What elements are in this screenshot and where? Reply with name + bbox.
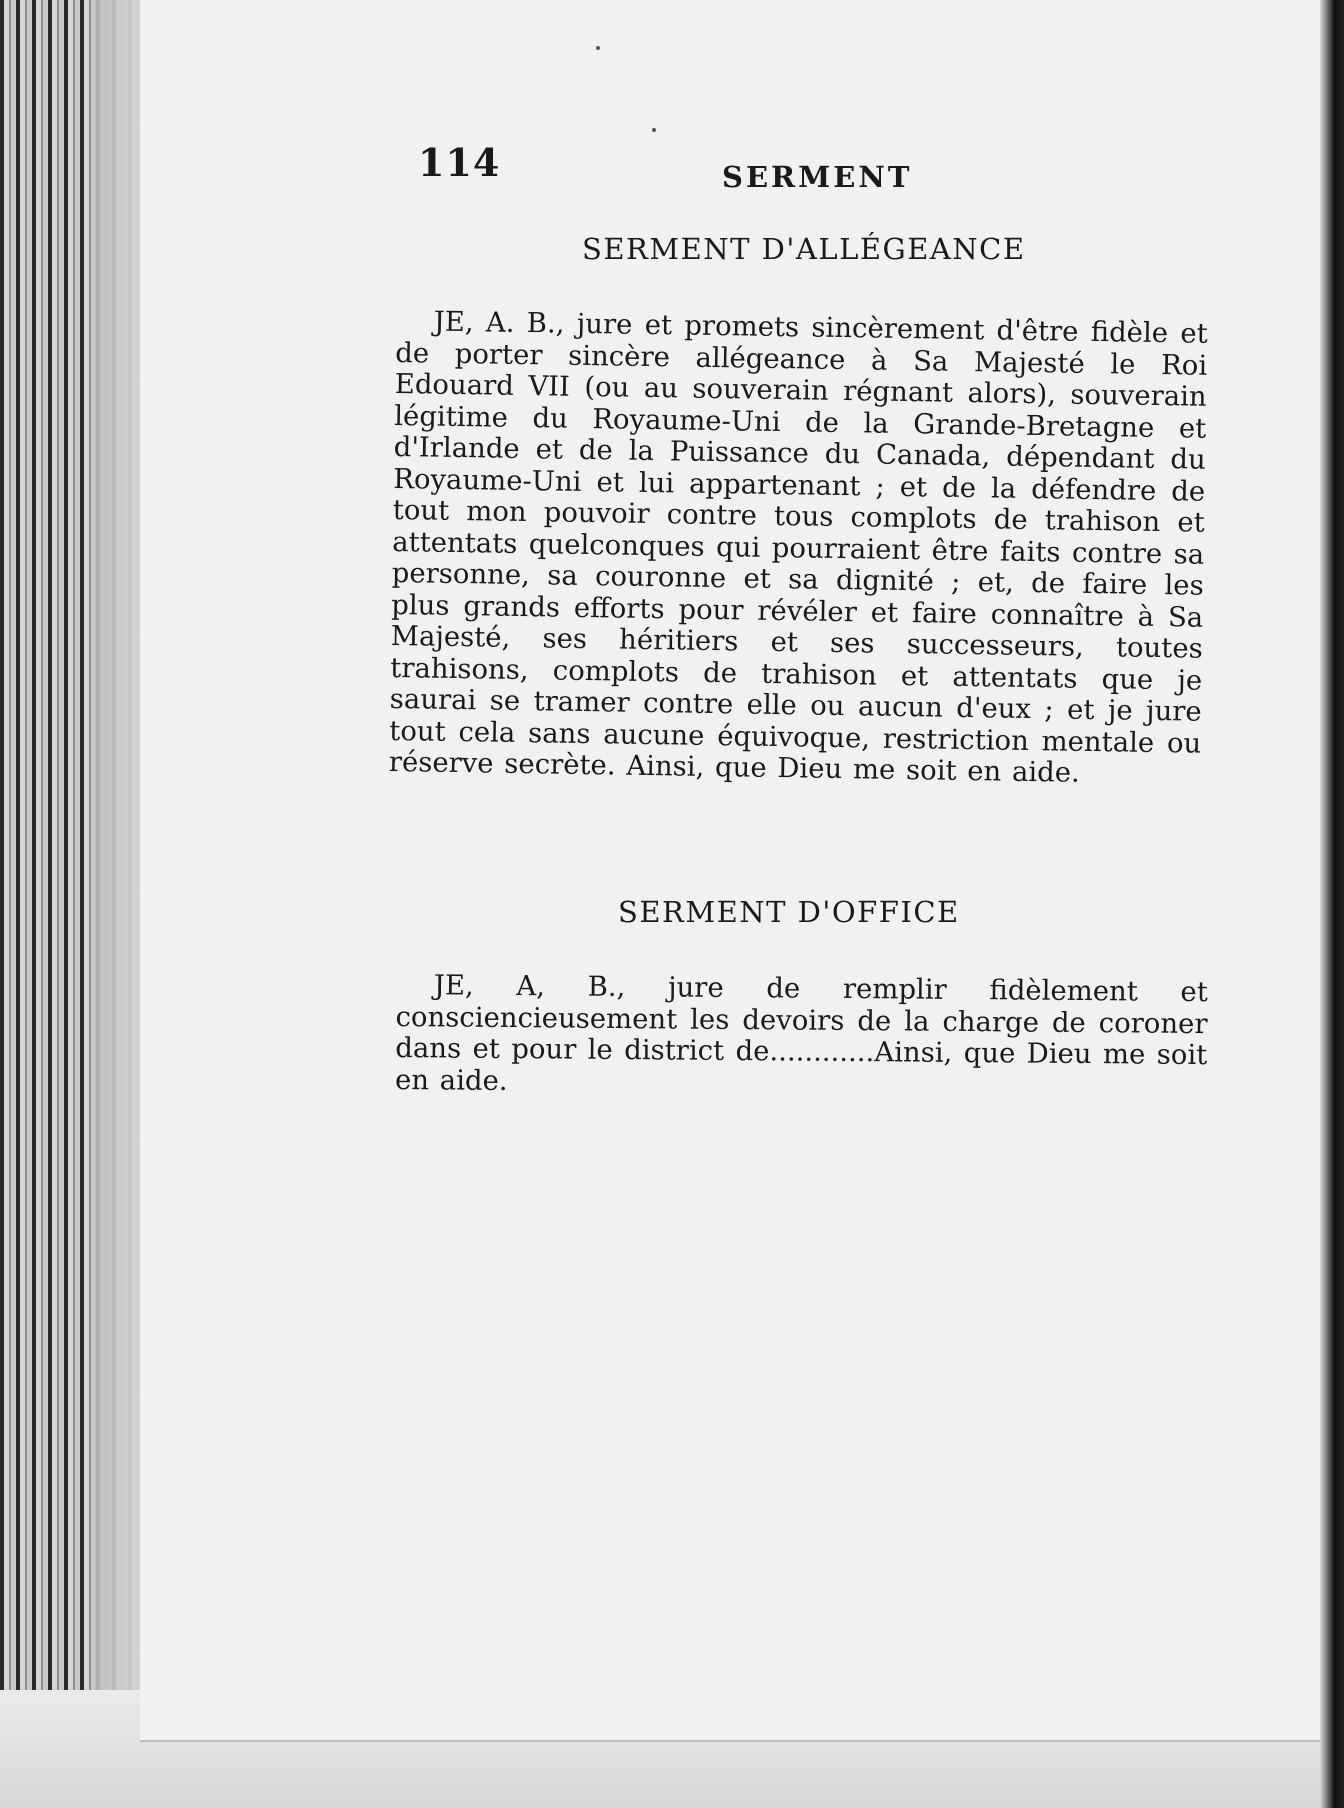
scan-speck: [596, 46, 600, 50]
page-number: 114: [418, 140, 501, 185]
paragraph: JE, A. B., jure et promets sincèrement d'être fidèle et de porter sincère allégeance à Sa Majesté le Roi Edouard VII (ou au souverain régnant alors), souverain légitime du Royaume-Uni de la Grande-Bretagne et d'Irlande et de la Puissance du Canada, dépendant du Royaume-Uni et lui appartenant ; et de la défendre de tout mon pouvoir contre tous complots de trahison et attentats quelconques qui pourraient être faits contre sa personne, sa couronne et sa dignité ; et, de faire les plus grands efforts pour révéler et faire connaître à Sa Majesté, ses héritiers et ses successeurs, toutes trahisons, complots de trahison et attentats que je saurai se tramer contre elle ou aucun d'eux ; et je jure tout cela sans aucune équivoque, restriction mentale ou réserve secrète. Ainsi, que Dieu me soit en aide.: [388, 305, 1208, 789]
running-head: SERMENT: [722, 160, 913, 194]
section-heading-allegeance: SERMENT D'ALLÉGEANCE: [582, 232, 1026, 266]
section-heading-office: SERMENT D'OFFICE: [618, 895, 960, 929]
right-page-edge: [1320, 0, 1344, 1808]
oath-office-text: [395, 970, 1208, 1103]
scan-speck: [652, 128, 656, 132]
oath-allegeance-text: [389, 306, 1208, 791]
paragraph: JE, A, B., jure de remplir fidèlement et consciencieusement les devoirs de la charge de coroner dans et pour le district de............Ainsi, que Dieu me soit en aide.: [394, 969, 1208, 1097]
